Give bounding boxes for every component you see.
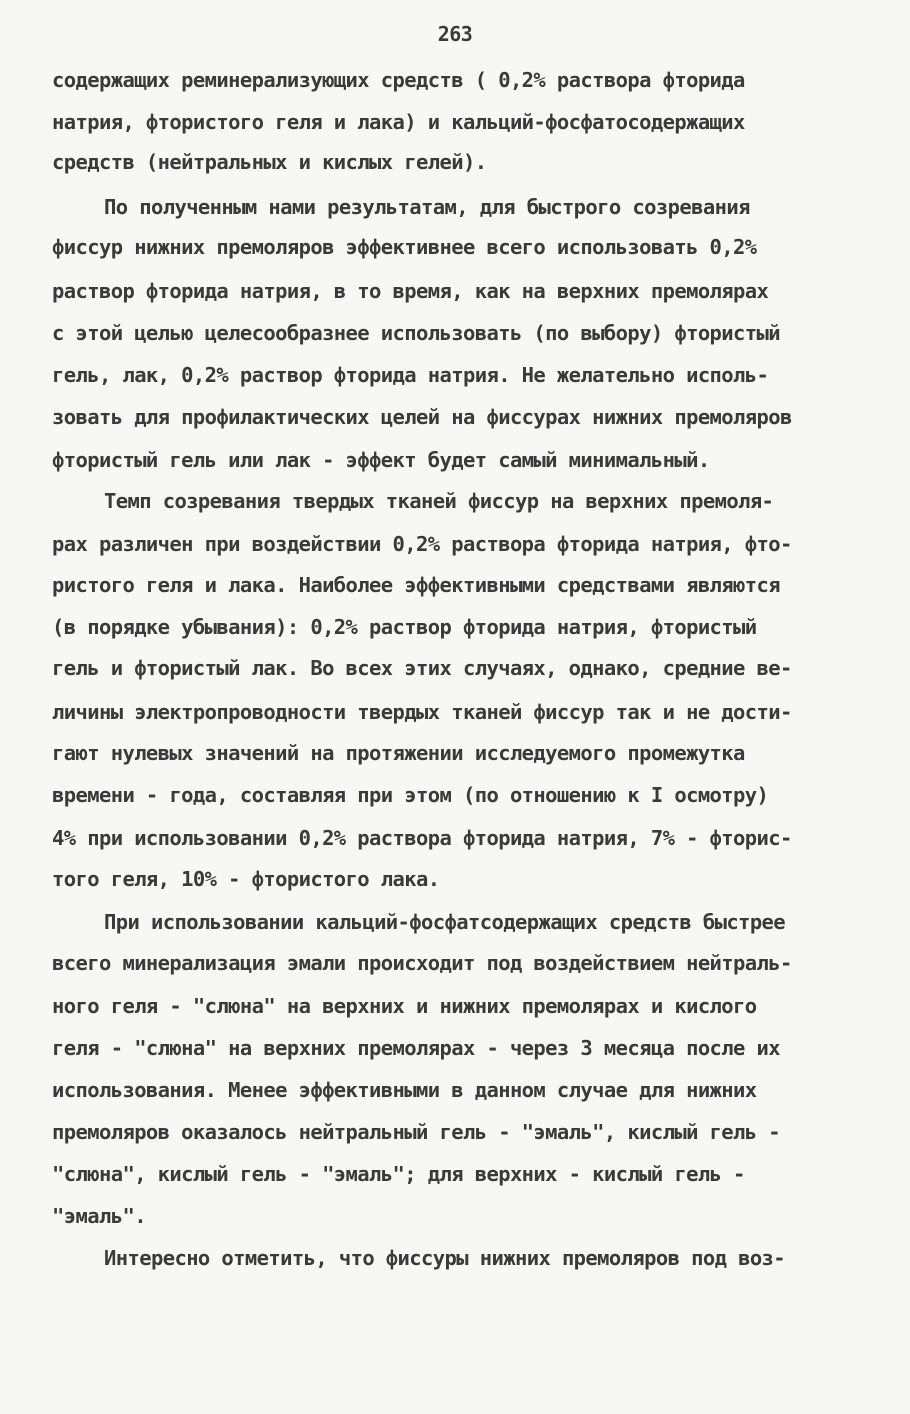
text-line: с этой целью целесообразнее использовать (по выбору) фтористый xyxy=(52,321,781,345)
text-line: ного геля - "слюна" на верхних и нижних премолярах и кислого xyxy=(52,994,757,1018)
text-line: содержащих реминерализующих средств ( 0,2% раствора фторида xyxy=(52,68,745,92)
text-line: гель, лак, 0,2% раствор фторида натрия. Не желательно исполь- xyxy=(52,363,769,387)
text-line: всего минерализация эмали происходит под воздействием нейтраль- xyxy=(52,951,792,975)
text-line: зовать для профилактических целей на фиссурах нижних премоляров xyxy=(52,405,792,429)
text-line: натрия, фтористого геля и лака) и кальций-фосфатосодержащих xyxy=(52,110,745,134)
text-line: гель и фтористый лак. Во всех этих случаях, однако, средние ве- xyxy=(52,656,792,680)
text-line: ристого геля и лака. Наиболее эффективными средствами являются xyxy=(52,573,781,597)
text-line: рах различен при воздействии 0,2% раствора фторида натрия, фто- xyxy=(52,532,792,556)
text-line: личины электропроводности твердых тканей фиссур так и не дости- xyxy=(52,700,792,724)
text-line: "слюна", кислый гель - "эмаль"; для верхних - кислый гель - xyxy=(52,1162,745,1186)
text-line: Интересно отметить, что фиссуры нижних премоляров под воз- xyxy=(104,1246,786,1270)
text-line: "эмаль". xyxy=(52,1204,146,1228)
text-line: геля - "слюна" на верхних премолярах - через 3 месяца после их xyxy=(52,1036,781,1060)
text-line: По полученным нами результатам, для быстрого созревания xyxy=(104,195,750,219)
text-line: (в порядке убывания): 0,2% раствор фторида натрия, фтористый xyxy=(52,615,757,639)
text-line: средств (нейтральных и кислых гелей). xyxy=(52,150,487,174)
page-number: 263 xyxy=(437,22,473,46)
text-line: использования. Менее эффективными в данном случае для нижних xyxy=(52,1078,757,1102)
text-line: фиссур нижних премоляров эффективнее всего использовать 0,2% xyxy=(52,235,757,259)
text-line: Темп созревания твердых тканей фиссур на верхних премоля- xyxy=(104,489,774,513)
text-line: 4% при использовании 0,2% раствора фторида натрия, 7% - фторис- xyxy=(52,826,792,850)
text-line: гают нулевых значений на протяжении исследуемого промежутка xyxy=(52,741,745,765)
text-line: премоляров оказалось нейтральный гель - "эмаль", кислый гель - xyxy=(52,1120,781,1144)
text-line: раствор фторида натрия, в то время, как на верхних премолярах xyxy=(52,279,769,303)
text-line: времени - года, составляя при этом (по отношению к I осмотру) xyxy=(52,783,769,807)
text-line: того геля, 10% - фтористого лака. xyxy=(52,867,440,891)
text-line: При использовании кальций-фосфатсодержащих средств быстрее xyxy=(104,910,786,934)
text-line: фтористый гель или лак - эффект будет самый минимальный. xyxy=(52,448,710,472)
